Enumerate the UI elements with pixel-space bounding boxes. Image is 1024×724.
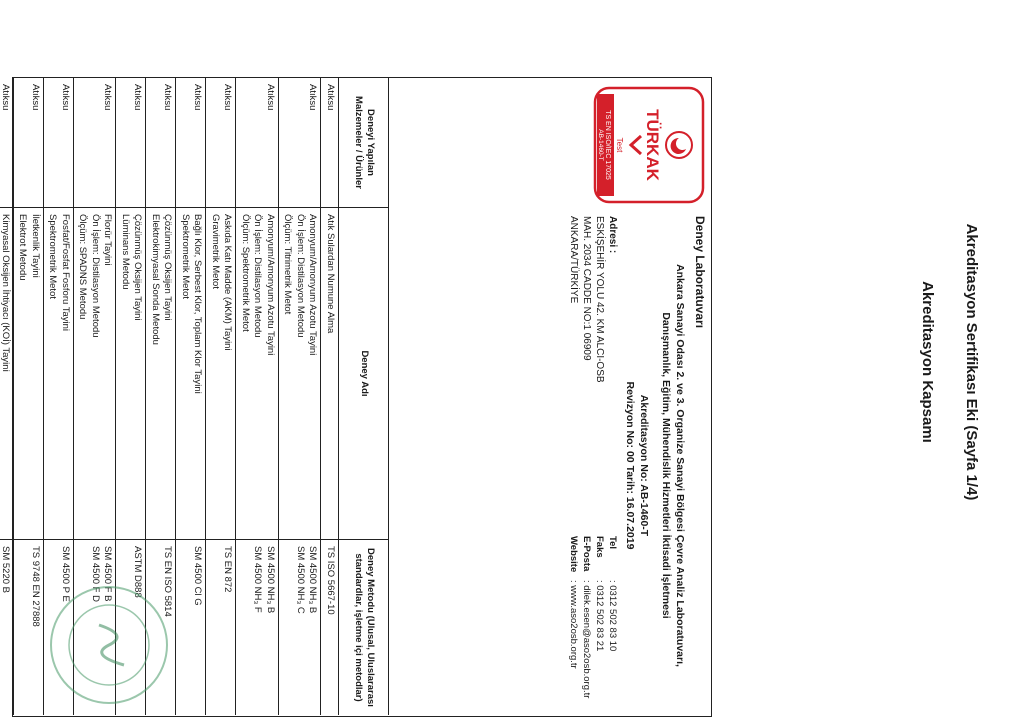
table-row: [236, 78, 279, 715]
cell-materials: Atıksu: [147, 78, 176, 208]
official-stamp: [44, 580, 174, 710]
cell-materials: Atıksu: [322, 78, 339, 208]
cell-test-name: [44, 208, 73, 540]
table-header-row: [338, 78, 389, 715]
organization-name: [659, 216, 687, 715]
address-line-1: ESKİŞEHİR YOLU 42. KM ALCI-OSB: [594, 216, 605, 383]
method-line: SM 4500 Cl G: [192, 546, 204, 606]
method-line: SM 4500 NH₃ F: [252, 546, 264, 613]
website-label: Website: [568, 536, 579, 573]
cell-test-name: [237, 208, 279, 540]
test-name-line: Ölçüm: Spektrometrik Metot: [240, 214, 251, 332]
test-name-line: Spektrometrik Metot: [180, 214, 191, 299]
address-label: Adresi :: [607, 216, 618, 254]
test-name-line: Amonyum/Amonyum Azotu Tayini: [265, 214, 276, 356]
test-name-line: Ön İşlem: Distilasyon Metodu: [90, 214, 101, 338]
cell-method: [177, 540, 206, 715]
method-line: ASTM D888: [132, 546, 144, 598]
test-name-line: Amonyum/Amonyum Azotu Tayini: [307, 214, 319, 356]
cell-test-name: [74, 208, 116, 540]
method-line: SM 5220 B: [0, 546, 11, 593]
cell-method: [14, 540, 43, 715]
cell-materials: Atıksu: [0, 78, 13, 208]
address-block: [567, 216, 619, 416]
lab-heading: Deney Laboratuvarı: [693, 216, 707, 329]
svg-text:AB-1460-T: AB-1460-T: [597, 129, 604, 161]
method-line: TS EN ISO 5814: [162, 546, 174, 617]
test-name-line: Elektrokimyasal Sonda Metodu: [150, 214, 161, 345]
method-line: SM 4500 F B: [102, 546, 114, 602]
table-row: [176, 78, 206, 715]
cell-materials: Atıksu: [177, 78, 206, 208]
contact-details: [567, 536, 619, 706]
svg-text:Test: Test: [615, 137, 624, 153]
method-line: SM 4500 NH₃ B: [307, 546, 319, 614]
document-title: Akreditasyon Sertifikası Eki (Sayfa 1/4): [963, 223, 980, 501]
cell-test-name: [0, 208, 13, 540]
document-subtitle: Akreditasyon Kapsamı: [919, 281, 936, 443]
fax-label: Faks: [594, 536, 605, 558]
turkak-logo: [593, 86, 705, 204]
address-line-2: MAH. 2034 CADDE NO:1 06909: [581, 216, 592, 361]
cell-method: [237, 540, 279, 715]
table-row: [206, 78, 236, 715]
cell-materials: Atıksu: [44, 78, 73, 208]
email-value: : dilek.esen@aso2osb.org.tr: [581, 580, 592, 699]
method-line: TS 9748 EN 27888: [30, 546, 41, 627]
cell-test-name: [322, 208, 339, 540]
cell-test-name: [177, 208, 206, 540]
tel-value: : 0312 502 83 10: [607, 580, 618, 652]
cell-test-name: [117, 208, 146, 540]
table-row: [278, 78, 321, 715]
cell-materials: Atıksu: [14, 78, 43, 208]
svg-text:TÜRKAK: TÜRKAK: [643, 109, 662, 181]
test-name-line: Atık Sulardan Numune Alma: [325, 214, 336, 334]
fax-value: : 0312 502 83 21: [594, 580, 605, 652]
cell-method: [322, 540, 339, 715]
test-name-line: Fosfat/Fosfat Fosforu Tayini: [60, 214, 71, 332]
cell-method: [0, 540, 13, 715]
header-test-name: Deney Adı: [339, 208, 389, 540]
lab-header: [388, 78, 711, 715]
header-method: Deney Metodu (Ulusal, Uluslararası standardlar, işletme içi metodlar): [353, 548, 376, 707]
cell-materials: Atıksu: [279, 78, 321, 208]
test-name-line: Ölçüm: SPADNS Metodu: [77, 214, 89, 320]
cell-method: [279, 540, 321, 715]
table-row: [321, 78, 339, 715]
test-name-line: Kimyasal Oksijen İhtiyacı (KOİ) Tayini: [0, 214, 11, 372]
accreditation-number: Akreditasyon No: AB-1460-T: [638, 394, 650, 537]
test-name-line: Ön İşlem: Distilasyon Metodu: [295, 214, 306, 338]
test-name-line: Çözünmüş Oksijen Tayini: [132, 214, 144, 321]
method-line: SM 4500 F D: [90, 546, 101, 602]
email-label: E-Posta: [581, 536, 592, 572]
cell-test-name: [14, 208, 43, 540]
table-row: [0, 78, 13, 715]
test-name-line: Ölçüm: Titrimetrik Metot: [282, 214, 294, 315]
method-line: SM 4500 NH₃ C: [295, 546, 306, 614]
test-name-line: Gravimetrik Metot: [210, 214, 221, 289]
website-value: : www.aso2osb.org.tr: [568, 580, 579, 669]
cell-test-name: [207, 208, 236, 540]
org-line-1: Ankara Sanayi Odası 2. ve 3. Organize Sanayi Bölgesi Çevre Analiz Laboratuvarı,: [674, 264, 686, 667]
test-name-line: Çözünmüş Oksijen Tayini: [162, 214, 174, 321]
test-name-line: Elektrot Metodu: [17, 214, 29, 281]
cell-materials: Atıksu: [117, 78, 146, 208]
test-name-line: Lüminans Metodu: [120, 214, 131, 290]
test-name-line: Florür Tayini: [102, 214, 114, 266]
cell-materials: Atıksu: [207, 78, 236, 208]
cell-materials: Atıksu: [237, 78, 279, 208]
cell-test-name: [279, 208, 321, 540]
header-materials: Deneyi Yapılan Malzemeler / Ürünler: [339, 78, 389, 208]
method-line: SM 4500 P E: [60, 546, 71, 602]
svg-text:TS EN ISO/IEC 17025: TS EN ISO/IEC 17025: [604, 110, 611, 180]
tel-label: Tel: [607, 536, 618, 550]
revision-date: Revizyon No: 00 Tarih: 16.07.2019: [624, 381, 636, 550]
test-name-line: Askıda Katı Madde (AKM) Tayini: [222, 214, 234, 351]
test-name-line: İletkenlik Tayini: [30, 214, 41, 278]
method-line: TS EN 872: [222, 546, 234, 593]
test-name-line: Ön İşlem: Distilasyon Metodu: [252, 214, 264, 338]
test-name-line: Bağlı Klor, Serbest Klor, Toplam Klor Tayini: [192, 214, 204, 394]
method-line: SM 4500 NH₃ B: [265, 546, 276, 614]
accreditation-info: [623, 216, 651, 715]
cell-test-name: [147, 208, 176, 540]
cell-materials: Atıksu: [74, 78, 116, 208]
address-line-3: ANKARA/TÜRKİYE: [568, 216, 579, 304]
table-row: [13, 78, 43, 715]
test-name-line: Spektrometrik Metot: [47, 214, 59, 299]
cell-method: [207, 540, 236, 715]
org-line-2: Danışmanlık, Eğitim, Mühendislik Hizmetleri İktisadi İşletmesi: [660, 312, 672, 619]
method-line: TS ISO 5667-10: [325, 546, 336, 615]
